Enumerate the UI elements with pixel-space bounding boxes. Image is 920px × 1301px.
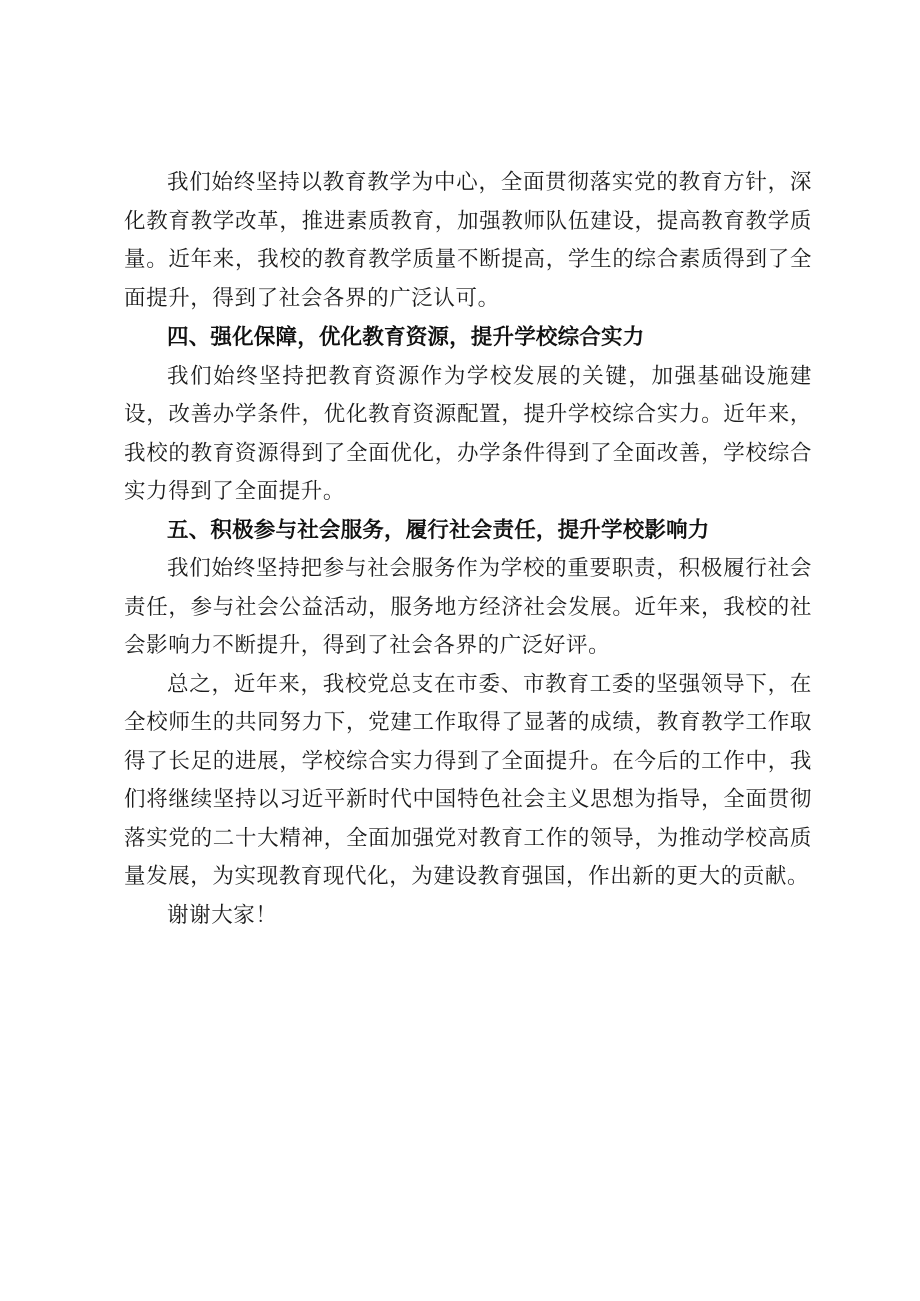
section-heading-4: 四、强化保障，优化教育资源，提升学校综合实力 (167, 325, 645, 350)
closing-thanks: 谢谢大家！ (167, 902, 278, 928)
document-page (124, 164, 812, 935)
paragraph-social-service: 我们始终坚持把参与社会服务作为学校的重要职责，积极履行社会责任，参与社会公益活动，服务地方经济社会发展。近年来，我校的社会影响力不断提升，得到了社会各界的广泛好评。 (124, 556, 812, 658)
section-heading-5: 五、积极参与社会服务，履行社会责任，提升学校影响力 (167, 517, 710, 543)
paragraph-education-resources: 我们始终坚持把教育资源作为学校发展的关键，加强基础设施建设，改善办学条件，优化教育资源配置，提升学校综合实力。近年来，我校的教育资源得到了全面优化，办学条件得到了全面改善，学校综合实力得到了全面提升。 (124, 363, 812, 504)
paragraph-summary: 总之，近年来，我校党总支在市委、市教育工委的坚强领导下，在全校师生的共同努力下，党建工作取得了显著的成绩，教育教学工作取得了长足的进展，学校综合实力得到了全面提升。在今后的工作中，我们将继续坚持以习近平新时代中国特色社会主义思想为指导，全面贯彻落实党的二十大精神，全面加强党对教育工作的领导，为推动学校高质量发展，为实现教育现代化，为建设教育强国，作出新的更大的贡献。 (124, 671, 812, 889)
paragraph-education-teaching: 我们始终坚持以教育教学为中心，全面贯彻落实党的教育方针，深化教育教学改革，推进素质教育，加强教师队伍建设，提高教育教学质量。近年来，我校的教育教学质量不断提高，学生的综合素质得到了全面提升，得到了社会各界的广泛认可。 (124, 170, 812, 311)
